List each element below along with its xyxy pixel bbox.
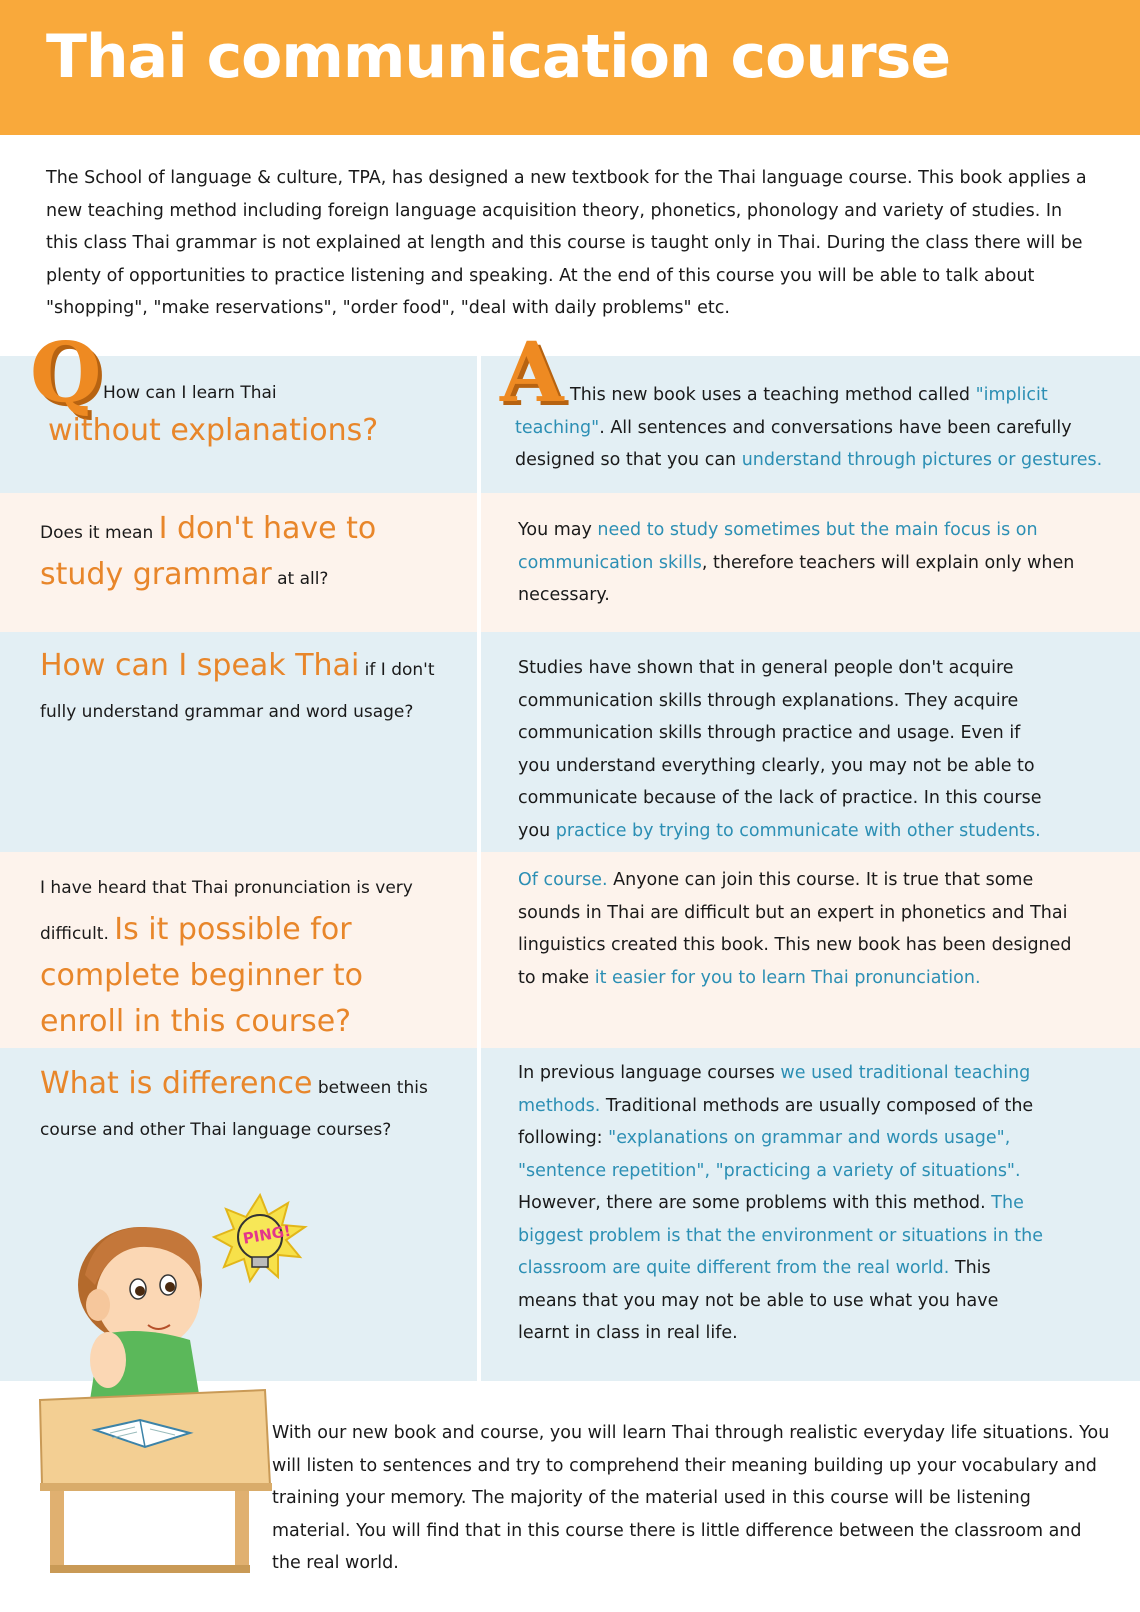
q-badge-icon: Q	[30, 325, 102, 421]
header-banner	[0, 0, 1140, 135]
answer-4-text: Anyone can join this course. It is true that some sounds in Thai are difficult but an expert in phonetics and Thai linguistics created this book. This new book has been designed to make	[518, 870, 1072, 988]
column-divider	[477, 356, 481, 1381]
question-3-big: How can I speak Thai	[40, 648, 360, 683]
a-badge-icon: A	[500, 325, 564, 421]
answer-5-text-2: Traditional methods are usually composed of the following:	[518, 1095, 1034, 1148]
answer-1	[515, 379, 1115, 477]
ping-text: PING!	[241, 1221, 293, 1248]
question-3-text: if I don't fully understand grammar and word usage?	[40, 660, 435, 722]
question-5-text: between this course and other Thai language courses?	[40, 1078, 428, 1140]
question-1-text: How can I learn Thai	[103, 383, 277, 403]
answer-4-highlight: it easier for you to learn Thai pronunciation.	[594, 967, 981, 988]
question-2	[40, 508, 400, 600]
answer-2-text: You may	[518, 520, 598, 540]
question-4-text: I have heard that Thai pronunciation is very difficult.	[40, 878, 413, 944]
answer-1-text-2: . All sentences and conversations have been carefully designed so that you can	[515, 417, 1072, 470]
desk-icon	[40, 1390, 272, 1573]
answer-1-highlight: "implicit teaching"	[515, 385, 1048, 438]
question-1	[103, 372, 433, 414]
answer-5-highlight: we used traditional teaching methods.	[518, 1063, 1031, 1116]
page-title: Thai communication course	[46, 22, 951, 92]
answer-4	[518, 864, 1078, 994]
answer-5-text-4: This means that you may not be able to use what you have learnt in class in real life.	[518, 1258, 999, 1343]
answer-3-text: Studies have shown that in general people don't acquire communication skills through explanations. They acquire communication skills through practice and usage. Even if you understand everything clearly, you may not be able to communicate because of the lack of practice. In this course you	[518, 658, 1042, 841]
answer-1-highlight-2: understand through pictures or gestures.	[741, 450, 1103, 470]
question-2-text-2: at all?	[271, 569, 329, 589]
answer-5-highlight-2: "explanations on grammar and words usage", "sentence repetition", "practicing a variety of situations".	[518, 1128, 1021, 1181]
question-5	[40, 1063, 460, 1151]
question-1-highlight	[48, 410, 448, 456]
answer-5	[518, 1057, 1048, 1350]
answer-2	[518, 514, 1078, 612]
answer-2-highlight: need to study sometimes but the main focus is on communication skills	[518, 520, 1038, 573]
question-2-big: I don't have to study grammar	[40, 511, 377, 592]
answer-3	[518, 652, 1058, 847]
answer-2-text-2: , therefore teachers will explain only when necessary.	[518, 552, 1075, 605]
question-4	[40, 867, 440, 1047]
question-5-big: What is difference	[40, 1066, 313, 1101]
answer-5-text: In previous language courses	[518, 1063, 781, 1083]
question-3	[40, 645, 440, 733]
answer-5-highlight-3: The biggest problem is that the environment or situations in the classroom are quite different from the real world.	[518, 1193, 1043, 1278]
intro-paragraph: The School of language & culture, TPA, has designed a new textbook for the Thai language course. This book applies a new teaching method including foreign language acquisition theory, phonetics, phonology and variety of studies. In this class Thai grammar is not explained at length and this course is taught only in Thai. During the class there will be plenty of opportunities to practice listening and speaking. At the end of this course you will be able to talk about "shopping", "make reservations", "order food", "deal with daily problems" etc.	[46, 168, 1087, 318]
answer-1-text: This new book uses a teaching method called	[570, 385, 976, 405]
question-2-text: Does it mean	[40, 523, 159, 543]
question-4-big: Is it possible for complete beginner to enroll in this course?	[40, 912, 364, 1039]
boy-icon	[78, 1227, 202, 1400]
answer-3-highlight: practice by trying to communicate with other students.	[555, 820, 1041, 841]
lightbulb-icon	[214, 1195, 305, 1281]
answer-5-text-3: However, there are some problems with this method.	[518, 1193, 992, 1213]
answer-4-highlight-0: Of course.	[518, 870, 608, 890]
question-1-big: without explanations?	[48, 413, 379, 448]
footer-paragraph: With our new book and course, you will learn Thai through realistic everyday life situations. You will listen to sentences and try to comprehend their meaning building up your vocabulary and training your memory. The majority of the material used in this course will be listening material. You will find that in this course there is little difference between the classroom and the real world.	[272, 1423, 1110, 1573]
